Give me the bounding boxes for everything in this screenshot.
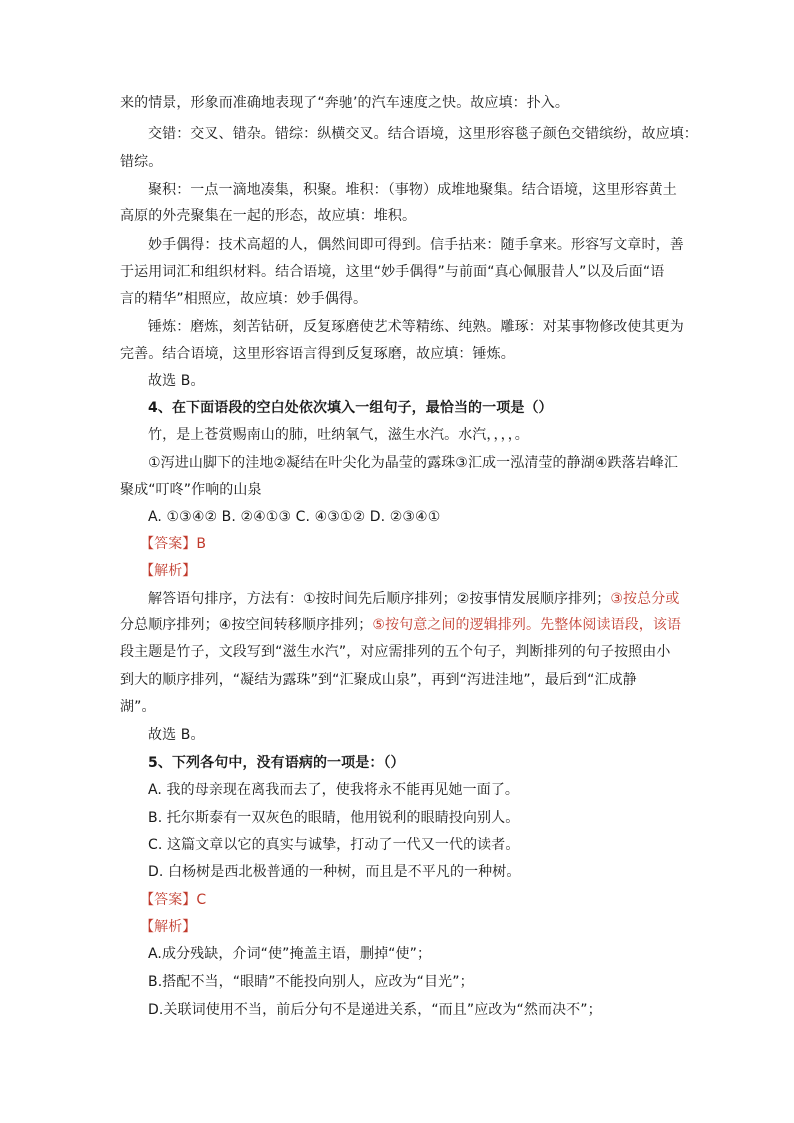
answer-label: 【答案】B (140, 536, 207, 552)
analysis-label: 【解析】 (140, 919, 197, 935)
analysis-text: A.成分残缺，介词“使”掩盖主语，删掉“使”； (148, 946, 432, 962)
text-line: 交错：交叉、错杂。错综：纵横交叉。结合语境，这里形容毯子颜色交错缤纷，故应填： (148, 126, 698, 142)
analysis-label: 【解析】 (140, 563, 197, 579)
text-line: 故选 B。 (148, 373, 205, 389)
text-line: 来的情景，形象而准确地表现了“奔驰’的汽车速度之快。故应填：扑入。 (120, 95, 570, 111)
question-options-text: ①泻进山脚下的洼地②凝结在叶尖化为晶莹的露珠③汇成一泓清莹的静湖④跌落岩峰汇 (148, 455, 679, 471)
analysis-text: 湖”。 (120, 699, 156, 715)
analysis-text-red: ③按总分或 (610, 591, 680, 607)
text-line: 聚积：一点一滴地凑集，积聚。堆积：（事物）成堆地聚集。结合语境，这里形容黄土 (148, 182, 677, 198)
analysis-text (148, 588, 679, 610)
analysis-text: 段主题是竹子，文段写到“滋生水汽”，对应需排列的五个句子，判断排列的句子按照由小 (120, 644, 671, 660)
question-options-text: 聚成“叮咚”作响的山泉 (120, 482, 262, 498)
question-heading: 4、在下面语段的空白处依次填入一组句子，最恰当的一项是（） (148, 400, 553, 416)
analysis-text-black: 分总顺序排列；④按空间转移顺序排列； (120, 617, 373, 633)
choice-line: A. 我的母亲现在离我而去了，使我将永不能再见她一面了。 (148, 782, 520, 798)
analysis-text: D.关联词使用不当，前后分句不是递进关系，“而且”应改为“然而决不”； (148, 1002, 602, 1018)
analysis-text-black: 解答语句排序，方法有：①按时间先后顺序排列；②按事情发展顺序排列； (148, 591, 611, 607)
text-line: 错综。 (120, 154, 163, 170)
question-text: 竹，是上苍赏赐南山的肺，吐纳氧气，滋生水汽。水汽，，，，。 (148, 427, 529, 443)
text-line: 锤炼：磨炼，刻苦钻研，反复琢磨使艺术等精练、纯熟。雕琢：对某事物修改使其更为 (148, 319, 684, 335)
answer-label: 【答案】C (140, 892, 207, 908)
text-line: 言的精华”相照应，故应填：妙手偶得。 (120, 291, 368, 307)
analysis-text: 到大的顺序排列，“凝结为露珠”到“汇聚成山泉”，再到“泻进洼地”，最后到“汇成静 (120, 672, 637, 688)
choice-line: A. ①③④② B. ②④①③ C. ④③①② D. ②③④① (148, 509, 441, 525)
choice-line: C. 这篇文章以它的真实与诚挚，打动了一代又一代的读者。 (148, 837, 520, 853)
question-heading: 5、下列各句中，没有语病的一项是：（） (148, 755, 405, 771)
text-line: 于运用词汇和组织材料。结合语境，这里“妙手偶得”与前面“真心佩服昔人”以及后面“语 (120, 264, 665, 280)
analysis-text-red: ⑤按句意之间的逻辑排列。先整体阅读语段，该语 (372, 617, 682, 633)
text-line: 高原的外壳聚集在一起的形态，故应填：堆积。 (120, 208, 417, 224)
text-line: 妙手偶得：技术高超的人，偶然间即可得到。信手拈来：随手拿来。形容写文章时，善 (148, 237, 684, 253)
choice-line: B. 托尔斯泰有一双灰色的眼睛，他用锐利的眼睛投向别人。 (148, 810, 520, 826)
analysis-text: B.搭配不当，“眼睛”不能投向别人，应改为“目光”； (148, 974, 474, 990)
analysis-text (120, 614, 681, 636)
choice-line: D. 白杨树是西北极普通的一种树，而且是不平凡的一种树。 (148, 864, 521, 880)
text-line: 完善。结合语境，这里形容语言得到反复琢磨，故应填：锤炼。 (120, 346, 515, 362)
conclusion-text: 故选 B。 (148, 727, 205, 743)
